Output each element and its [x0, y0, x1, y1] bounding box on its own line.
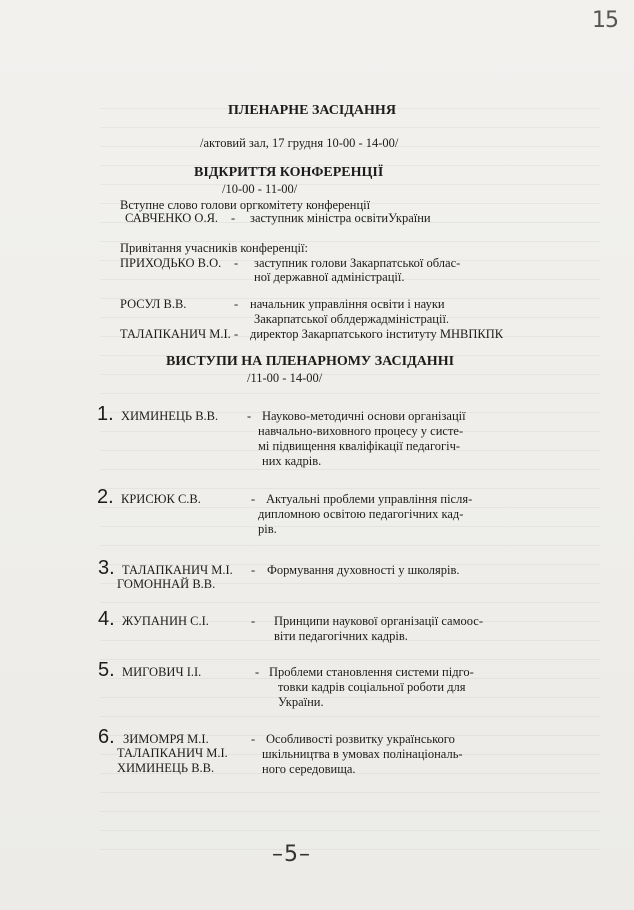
speech-dash: -: [251, 614, 256, 628]
speeches-time: /11-00 - 14-00/: [247, 371, 323, 385]
speaker-name: ТАЛАПКАНИЧ М.І.: [117, 746, 228, 760]
greeter-dash: -: [234, 256, 239, 270]
speaker-name: МИГОВИЧ І.І.: [122, 665, 202, 679]
chair-role: заступник міністра освітиУкраїни: [250, 211, 431, 225]
greeter-dash: -: [234, 297, 239, 311]
speaker-name: ТАЛАПКАНИЧ М.І.: [122, 563, 233, 577]
greeter-name: ТАЛАПКАНИЧ М.І.: [120, 327, 231, 341]
speech-dash: -: [251, 563, 256, 577]
speech-topic-line: Науково-методичні основи організації: [262, 409, 466, 423]
opening-time: /10-00 - 11-00/: [222, 182, 298, 196]
greeter-role-line: директор Закарпатського інституту МНВПКПК: [250, 327, 504, 341]
speech-topic-line: Принципи наукової організації самоос-: [274, 614, 484, 628]
speech-topic-line: дипломною освітою педагогічних кад-: [258, 507, 464, 521]
speech-number: 2.: [97, 486, 114, 508]
speech-dash: -: [247, 409, 252, 423]
session-title: ПЛЕНАРНЕ ЗАСІДАННЯ: [228, 103, 396, 118]
speaker-name: ЖУПАНИН С.І.: [122, 614, 209, 628]
speech-topic-line: віти педагогічних кадрів.: [274, 629, 408, 643]
speech-dash: -: [255, 665, 260, 679]
speech-number: 6.: [98, 726, 115, 748]
greeter-role-line: ної державної адміністрації.: [254, 270, 405, 284]
speech-topic-line: Актуальні проблеми управління після-: [266, 492, 473, 506]
speech-number: 3.: [98, 557, 115, 579]
speaker-name: ХИМИНЕЦЬ В.В.: [121, 409, 219, 423]
greeter-role-line: Закарпатської облдержадміністрації.: [254, 312, 450, 326]
greeter-dash: -: [234, 327, 239, 341]
speaker-name: ГОМОННАЙ В.В.: [117, 577, 216, 591]
speech-topic-line: ного середовища.: [262, 762, 356, 776]
page-number: –5–: [272, 842, 311, 867]
speaker-name: ЗИМОМРЯ М.І.: [123, 732, 209, 746]
speech-topic-line: Формування духовності у школярів.: [267, 563, 460, 577]
greetings-label: Привітання учасників конференції:: [120, 241, 308, 255]
speech-topic-line: шкільництва в умовах полінаціональ-: [262, 747, 463, 761]
greeter-name: ПРИХОДЬКО В.О.: [120, 256, 222, 270]
chair-name: САВЧЕНКО О.Я.: [125, 211, 219, 225]
speech-topic-line: мі підвищення кваліфікації педагогіч-: [258, 439, 461, 453]
corner-page-number: 15: [592, 8, 618, 33]
speech-topic-line: товки кадрів соціальної роботи для: [278, 680, 466, 694]
greeter-role-line: заступник голови Закарпатської облас-: [254, 256, 461, 270]
session-place: /актовий зал, 17 грудня 10-00 - 14-00/: [200, 136, 399, 150]
speech-number: 5.: [98, 659, 115, 681]
speaker-name: КРИСЮК С.В.: [121, 492, 201, 506]
speech-number: 1.: [97, 403, 114, 425]
speech-number: 4.: [98, 608, 115, 630]
speech-topic-line: Проблеми становлення системи підго-: [269, 665, 474, 679]
speech-topic-line: них кадрів.: [262, 454, 322, 468]
opening-title: ВІДКРИТТЯ КОНФЕРЕНЦІЇ: [194, 165, 384, 180]
greeter-name: РОСУЛ В.В.: [120, 297, 187, 311]
speech-topic-line: рів.: [258, 522, 277, 536]
speech-dash: -: [251, 492, 256, 506]
speech-topic-line: України.: [278, 695, 324, 709]
speech-topic-line: навчально-виховного процесу у систе-: [258, 424, 464, 438]
speeches-title: ВИСТУПИ НА ПЛЕНАРНОМУ ЗАСІДАННІ: [166, 354, 455, 369]
speech-topic-line: Особливості розвитку українського: [266, 732, 455, 746]
greeter-role-line: начальник управління освіти і науки: [250, 297, 445, 311]
chair-dash: -: [231, 211, 236, 225]
opening-intro: Вступне слово голови оргкомітету конференції: [120, 198, 371, 212]
speech-dash: -: [251, 732, 256, 746]
speaker-name: ХИМИНЕЦЬ В.В.: [117, 761, 215, 775]
